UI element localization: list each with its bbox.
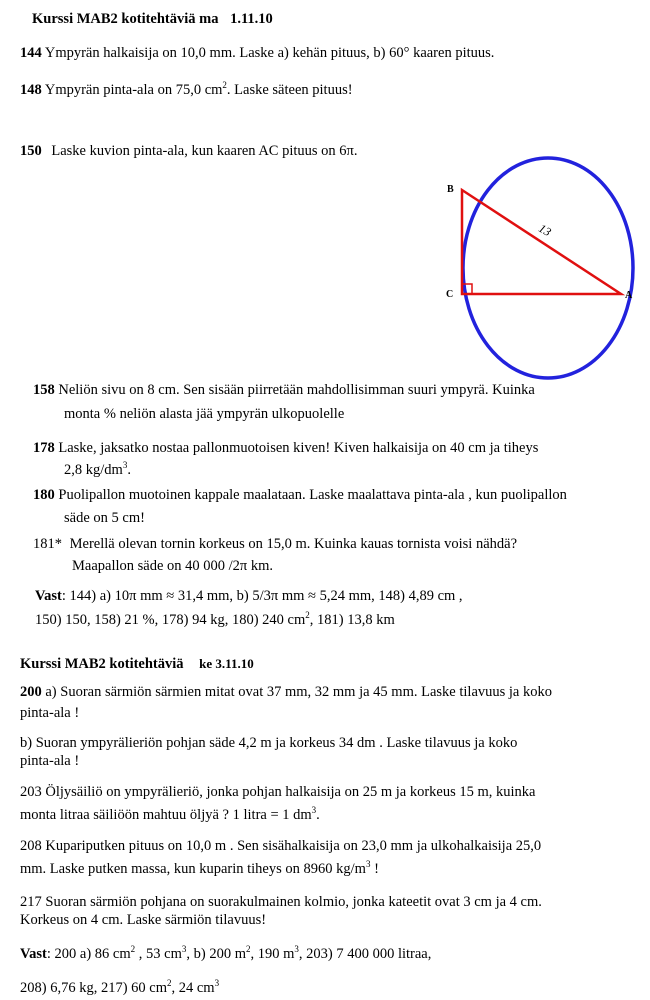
text: 2,8 kg/dm — [64, 462, 123, 478]
exercise-181 — [33, 535, 517, 553]
exercise-text-line1: Neliön sivu on 8 cm. Sen sisään piirretään mahdollisimman suuri ympyrä. Kuinka — [58, 382, 535, 398]
exercise-148 — [20, 81, 353, 99]
exercise-158-line2: monta % neliön alasta jää ympyrän ulkopuolelle — [64, 406, 345, 422]
triangle — [462, 190, 621, 294]
exercise-text: Ympyrän pinta-ala on 75,0 cm — [44, 82, 223, 98]
answers-2 — [20, 945, 431, 963]
label-a: A — [625, 290, 633, 301]
exercise-text-end: . Laske säteen pituus! — [226, 82, 353, 98]
section-heading-1 — [32, 10, 273, 28]
label-hypotenuse: 13 — [536, 220, 554, 240]
answers-line1: : 144) a) 10π mm ≈ 31,4 mm, b) 5/3π mm ≈ 5,24 mm, 148) 4,89 cm , — [61, 588, 463, 604]
superscript: 3 — [214, 978, 220, 988]
superscript: 3 — [122, 460, 128, 470]
exercise-144 — [20, 44, 494, 62]
text-end: . — [127, 462, 131, 478]
exercise-text-line1: Laske, jaksatko nostaa pallonmuotoisen kiven! Kiven halkaisija on 40 cm ja tiheys — [58, 440, 539, 456]
circle — [463, 158, 633, 378]
exercise-200-line2: pinta-ala ! — [20, 705, 80, 721]
exercise-number: 200 — [20, 684, 42, 700]
text: monta litraa säiliöön mahtuu öljyä ? 1 litra = 1 dm — [20, 807, 312, 823]
text: , 203) 7 400 000 litraa, — [298, 946, 432, 962]
exercise-number: 148 — [20, 82, 42, 98]
superscript: 3 — [181, 944, 187, 954]
text: mm. Laske putken massa, kun kuparin tiheys on 8960 kg/m — [20, 861, 366, 877]
text: , 24 cm — [171, 980, 215, 996]
text: , 53 cm — [135, 946, 182, 962]
exercise-208-line1: 208 Kupariputken pituus on 10,0 m . Sen sisähalkaisija on 23,0 mm ja ulkohalkaisija 25,0 — [20, 838, 542, 854]
text: 208) 6,76 kg, 217) 60 cm — [20, 980, 167, 996]
exercise-217-line1: 217 Suoran särmiön pohjana on suorakulmainen kolmio, jonka kateetit ovat 3 cm ja 4 cm. — [20, 894, 542, 910]
heading-title: Kurssi MAB2 kotitehtäviä — [20, 656, 184, 672]
superscript: 2 — [245, 944, 251, 954]
exercise-150 — [20, 142, 358, 160]
exercise-208-line2 — [20, 860, 379, 878]
exercise-200 — [20, 683, 552, 701]
text-end: , 181) 13,8 km — [309, 612, 395, 628]
text-end: ! — [370, 861, 379, 877]
superscript: 2 — [222, 80, 227, 90]
exercise-178-line2 — [64, 461, 131, 479]
superscript: 3 — [311, 805, 317, 815]
section-heading-2 — [20, 655, 254, 673]
exercise-200b-line1: b) Suoran ympyrälieriön pohjan säde 4,2 m ja korkeus 34 dm . Laske tilavuus ja koko — [20, 735, 518, 751]
superscript: 2 — [305, 610, 310, 620]
exercise-180-line2: säde on 5 cm! — [64, 510, 145, 526]
exercise-text-line1: Merellä olevan tornin korkeus on 15,0 m. Kuinka kauas tornista voisi nähdä? — [69, 536, 518, 552]
text-end: . — [316, 807, 320, 823]
exercise-217-line2: Korkeus on 4 cm. Laske särmiön tilavuus! — [20, 912, 267, 928]
exercise-number: 178 — [33, 440, 55, 456]
text: , b) 200 m — [186, 946, 246, 962]
answers-1 — [35, 587, 463, 605]
exercise-text-line1: Puolipallon muotoinen kappale maalataan. Laske maalattava pinta-ala , kun puolipallon — [58, 487, 567, 503]
heading-date: 1.11.10 — [230, 11, 273, 27]
exercise-181-line2: Maapallon säde on 40 000 /2π km. — [72, 558, 274, 574]
exercise-203-line1: 203 Öljysäiliö on ympyrälieriö, jonka pohjan halkaisija on 25 m ja korkeus 15 m, kuinka — [20, 784, 536, 800]
text: : 200 a) 86 cm — [46, 946, 131, 962]
label-b: B — [447, 184, 454, 195]
answers-label: Vast — [35, 588, 62, 604]
answers-label: Vast — [20, 946, 47, 962]
circle-triangle-figure — [435, 150, 645, 380]
text: , 190 m — [250, 946, 295, 962]
exercise-178 — [33, 439, 538, 457]
exercise-203-line2 — [20, 806, 320, 824]
answers-2-line2 — [20, 979, 219, 997]
exercise-number: 180 — [33, 487, 55, 503]
exercise-180 — [33, 486, 567, 504]
exercise-text: Ympyrän halkaisija on 10,0 mm. Laske a) kehän pituus, b) 60° kaaren pituus. — [44, 45, 495, 61]
superscript: 3 — [365, 859, 371, 869]
exercise-text-line1: a) Suoran särmiön särmien mitat ovat 37 mm, 32 mm ja 45 mm. Laske tilavuus ja koko — [41, 684, 552, 700]
exercise-200b-line2: pinta-ala ! — [20, 753, 80, 769]
heading-date: ke 3.11.10 — [199, 656, 254, 671]
heading-title: Kurssi MAB2 kotitehtäviä ma — [32, 11, 219, 27]
superscript: 2 — [167, 978, 172, 988]
exercise-number: 181* — [33, 536, 62, 552]
exercise-text: Laske kuvion pinta-ala, kun kaaren AC pituus on 6π. — [51, 143, 358, 159]
label-c: C — [446, 289, 454, 300]
superscript: 3 — [294, 944, 299, 954]
exercise-number: 150 — [20, 143, 42, 159]
exercise-number: 144 — [20, 45, 42, 61]
exercise-number: 158 — [33, 382, 55, 398]
superscript: 2 — [130, 944, 136, 954]
answers-1-line2 — [35, 611, 395, 629]
exercise-158 — [33, 381, 535, 399]
text: 150) 150, 158) 21 %, 178) 94 kg, 180) 240 cm — [35, 612, 306, 628]
